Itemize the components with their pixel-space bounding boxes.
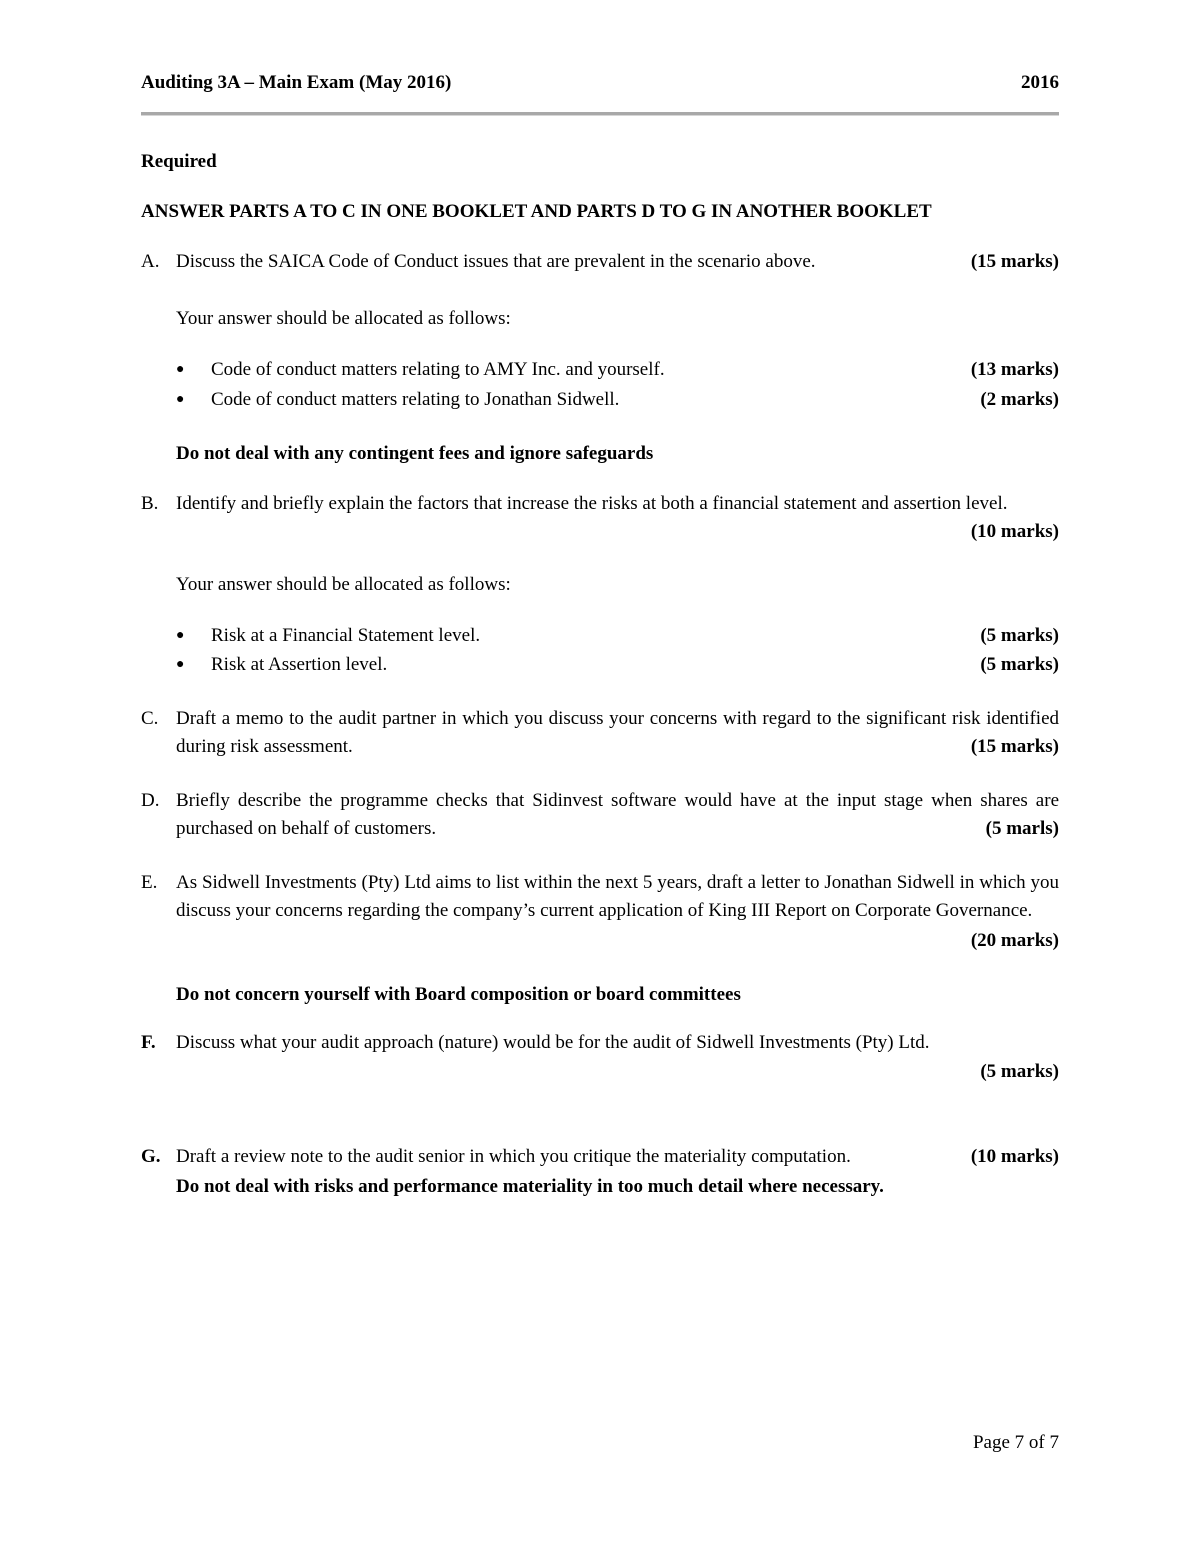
bullet-icon: ● bbox=[176, 392, 185, 407]
question-a-bullet-2-marks: (2 marks) bbox=[980, 389, 1059, 410]
question-b-allocation-intro: Your answer should be allocated as follows: bbox=[176, 574, 511, 595]
required-heading: Required bbox=[141, 151, 217, 172]
question-b-marks: (10 marks) bbox=[970, 521, 1059, 542]
question-e-text: As Sidwell Investments (Pty) Ltd aims to list within the next 5 years, draft a letter to Jonathan Sidwell in which you discuss your concerns regarding the company’s current application of King III Report on Corporate Governance. bbox=[176, 872, 1059, 921]
question-a-note: Do not deal with any contingent fees and ignore safeguards bbox=[176, 443, 654, 464]
question-g-label: G. bbox=[141, 1146, 161, 1167]
question-a-text: Discuss the SAICA Code of Conduct issues that are prevalent in the scenario above. bbox=[176, 251, 816, 272]
page-header bbox=[141, 72, 1059, 94]
question-b-text: Identify and briefly explain the factors that increase the risks at both a financial statement and assertion level. bbox=[176, 493, 1008, 514]
booklet-instruction: ANSWER PARTS A TO C IN ONE BOOKLET AND PARTS D TO G IN ANOTHER BOOKLET bbox=[141, 201, 932, 222]
question-f-label: F. bbox=[141, 1032, 156, 1053]
question-b-bullet-1-marks: (5 marks) bbox=[980, 625, 1059, 646]
header-title: Auditing 3A – Main Exam (May 2016) bbox=[141, 72, 452, 93]
question-a-bullet-1-marks: (13 marks) bbox=[970, 359, 1059, 380]
question-a-label: A. bbox=[141, 251, 160, 272]
question-b-bullet-2: Risk at Assertion level. bbox=[211, 654, 388, 675]
bullet-icon: ● bbox=[176, 628, 185, 643]
question-e-label: E. bbox=[141, 872, 158, 893]
header-divider bbox=[141, 112, 1059, 116]
question-c-label: C. bbox=[141, 708, 159, 729]
header-year: 2016 bbox=[1021, 72, 1059, 93]
page-number: Page 7 of 7 bbox=[972, 1432, 1059, 1453]
question-a-allocation-intro: Your answer should be allocated as follows: bbox=[176, 308, 511, 329]
question-d-label: D. bbox=[141, 790, 160, 811]
question-a-bullet-1: Code of conduct matters relating to AMY Inc. and yourself. bbox=[211, 359, 665, 380]
question-g-marks: (10 marks) bbox=[970, 1146, 1059, 1167]
question-f-text: Discuss what your audit approach (nature) would be for the audit of Sidwell Investments (Pty) Ltd. bbox=[176, 1032, 930, 1053]
question-b-label: B. bbox=[141, 493, 159, 514]
question-a-bullet-2: Code of conduct matters relating to Jonathan Sidwell. bbox=[211, 389, 620, 410]
question-e-note: Do not concern yourself with Board composition or board committees bbox=[176, 984, 741, 1005]
bullet-icon: ● bbox=[176, 657, 185, 672]
question-a-marks: (15 marks) bbox=[970, 251, 1059, 272]
question-f-marks: (5 marks) bbox=[980, 1061, 1059, 1082]
question-e-marks: (20 marks) bbox=[970, 930, 1059, 951]
question-d-marks: (5 marls) bbox=[985, 818, 1059, 839]
question-b-bullet-2-marks: (5 marks) bbox=[980, 654, 1059, 675]
question-c-text: Draft a memo to the audit partner in which you discuss your concerns with regard to the significant risk identified during risk assessment. bbox=[176, 708, 1059, 757]
question-g-note: Do not deal with risks and performance materiality in too much detail where necessary. bbox=[176, 1176, 884, 1197]
question-c-marks: (15 marks) bbox=[970, 736, 1059, 757]
question-g-text: Draft a review note to the audit senior in which you critique the materiality computation. bbox=[176, 1146, 851, 1167]
question-b-bullet-1: Risk at a Financial Statement level. bbox=[211, 625, 481, 646]
bullet-icon: ● bbox=[176, 362, 185, 377]
question-d-text: Briefly describe the programme checks that Sidinvest software would have at the input stage when shares are purchased on behalf of customers. bbox=[176, 790, 1059, 839]
